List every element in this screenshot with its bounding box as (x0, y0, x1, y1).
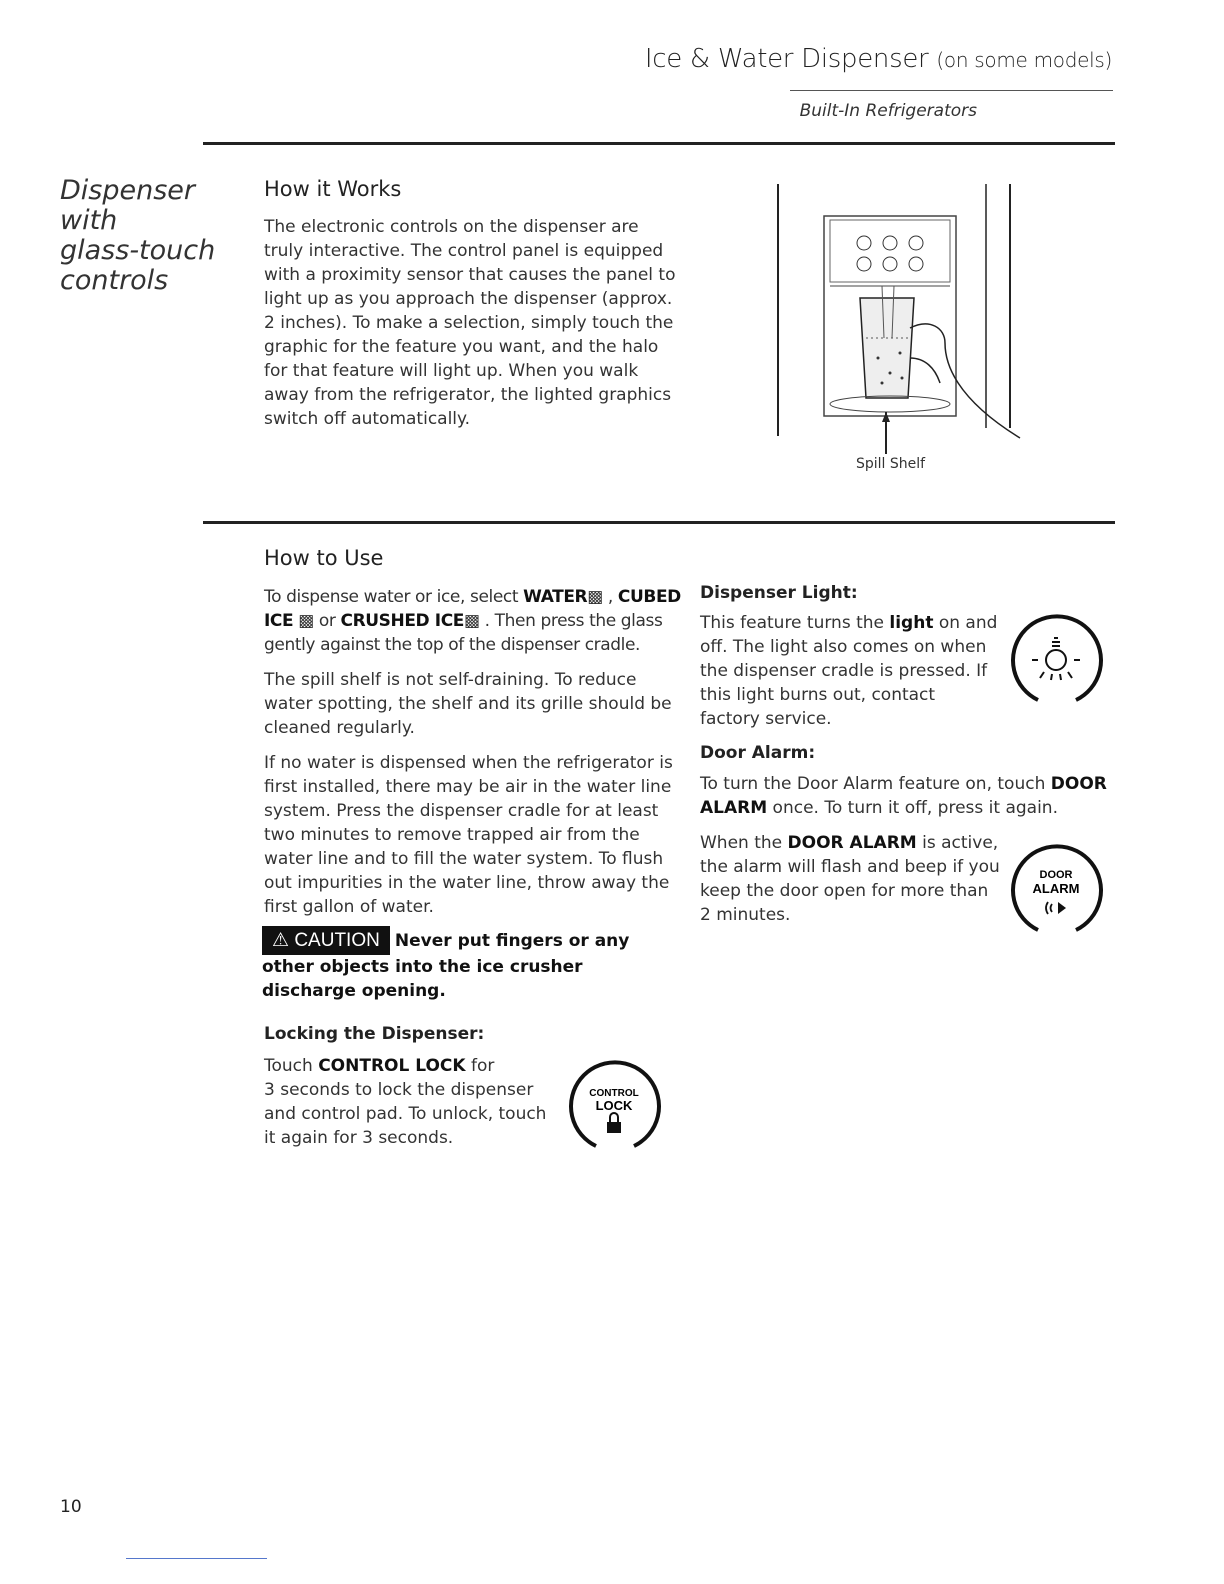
text: or (313, 611, 341, 631)
control-lock-icon-line1: CONTROL (589, 1088, 639, 1099)
door-alarm-icon-line1: DOOR (1039, 869, 1073, 881)
how-it-works-body: The electronic controls on the dispenser are truly interactive. The control panel is equipped with a proximity sensor that causes the panel to light up as you approach the dispenser (approx. 2 inches). To make a selection, simply touch the graphic for the feature you want, and the halo for that feature will light up. When you walk away from the refrigerator, the lighted graphics switch off automatically. (264, 217, 676, 429)
locking-body (264, 1054, 554, 1150)
light-label: light (889, 613, 934, 633)
door-alarm-para-2 (700, 831, 1000, 927)
door-alarm-label: DOOR ALARM (787, 833, 917, 853)
dispenser-light-body (700, 611, 1000, 731)
door-alarm-para-1 (700, 772, 1120, 820)
crushed-ice-label: CRUSHED ICE (340, 611, 464, 631)
cubed-ice-label: CUBED ICE (264, 587, 681, 631)
text: To dispense water or ice, select (264, 587, 524, 607)
caution-badge (262, 926, 390, 955)
how-to-use-heading: How to Use (264, 546, 384, 570)
text: This feature turns the (700, 613, 890, 633)
water-icon: ▩ (587, 587, 603, 607)
caution-text-2: other objects into the ice crusher discharge opening. (262, 957, 583, 1001)
control-lock-icon (566, 1056, 662, 1152)
locking-heading: Locking the Dispenser: (264, 1024, 485, 1044)
header-title-suffix: (on some models) (936, 48, 1112, 72)
section-divider-top (203, 142, 1115, 145)
text: , (602, 587, 618, 607)
text: . Then press the glass gently against the top of the dispenser cradle. (264, 611, 663, 655)
door-alarm-label: DOOR ALARM (700, 774, 1107, 818)
text: 3 seconds to lock the dispenser and control pad. To unlock, touch it again for 3 seconds. (264, 1080, 547, 1148)
how-to-use-para-1 (264, 585, 684, 657)
how-to-use-para-3: If no water is dispensed when the refrigerator is first installed, there may be air in the water line system. Press the dispenser cradle for at least two minutes to remove trapped air from the water line and to fill the water system. To flush out impurities in the water line, throw away the first gallon of water. (264, 753, 673, 917)
dispenser-light-heading: Dispenser Light: (700, 583, 858, 603)
text: To turn the Door Alarm feature on, touch (700, 774, 1051, 794)
door-alarm-icon (1008, 838, 1104, 934)
control-lock-label: CONTROL LOCK (318, 1056, 466, 1076)
figure-caption-spill-shelf: Spill Shelf (856, 456, 926, 472)
text: once. To turn it off, press it again. (767, 798, 1058, 818)
control-lock-icon-line2: LOCK (595, 1098, 633, 1113)
door-alarm-heading: Door Alarm: (700, 743, 816, 763)
door-alarm-icon-line2: ALARM (1032, 881, 1080, 896)
cubed-ice-icon: ▩ (293, 611, 314, 631)
header-subtitle: Built-In Refrigerators (799, 101, 977, 121)
page-number: 10 (60, 1497, 82, 1517)
warning-triangle-icon: ⚠ (272, 930, 290, 951)
header-title-main: Ice & Water Dispenser (644, 44, 929, 74)
how-to-use-para-2: The spill shelf is not self-draining. To reduce water spotting, the shelf and its grille should be cleaned regularly. (264, 670, 672, 738)
footer-link-line (126, 1558, 267, 1559)
dispenser-illustration (760, 178, 1030, 478)
side-title-line: Dispenser (60, 175, 195, 206)
speaker-icon (1058, 902, 1066, 914)
text: on and off. The light also comes on when the dispenser cradle is pressed. If this light burns out, contact factory service. (700, 613, 998, 729)
text: for (465, 1056, 495, 1076)
text: Touch (264, 1056, 319, 1076)
caution-badge-label: CAUTION (294, 930, 380, 951)
crushed-ice-icon: ▩ (464, 611, 480, 631)
side-title (60, 176, 230, 296)
section-divider-middle (203, 521, 1115, 524)
caution-block (262, 926, 672, 1003)
side-title-line: with (60, 205, 118, 236)
padlock-icon (607, 1122, 621, 1133)
side-title-line: glass-touch (60, 235, 216, 266)
text: When the (700, 833, 788, 853)
caution-text-1: Never put fingers or any (394, 931, 630, 951)
text: is active, the alarm will flash and beep if you keep the door open for more than 2 minutes. (700, 833, 1000, 925)
header-rule (790, 90, 1113, 91)
side-title-line: controls (60, 265, 169, 296)
light-bulb-icon (1008, 608, 1104, 704)
how-it-works-heading: How it Works (264, 177, 402, 201)
page-header-title (645, 44, 1112, 74)
water-label: WATER (523, 587, 588, 607)
sound-wave-icon (1046, 902, 1048, 914)
